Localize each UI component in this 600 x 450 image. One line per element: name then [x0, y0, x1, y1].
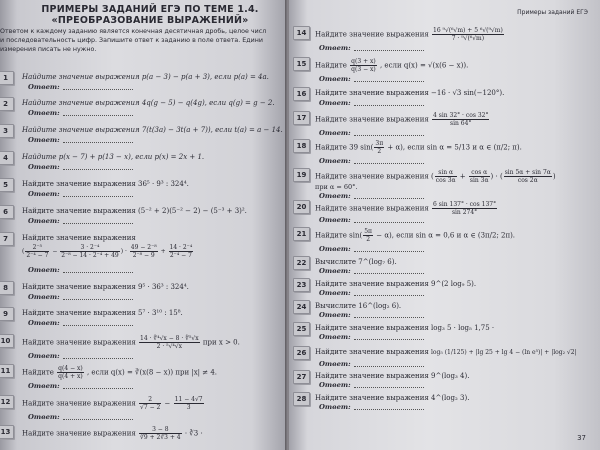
numerator: 14 · ∜⁴√x − 8 · ∜⁵√x	[140, 335, 199, 342]
denominator: 7 · ⁹√(⁶√m)	[451, 35, 485, 42]
answer-line[interactable]	[354, 163, 424, 164]
fraction	[169, 244, 194, 259]
numerator: 3π	[375, 140, 384, 147]
denominator: 3	[186, 404, 191, 411]
left-page	[0, 0, 286, 450]
denominator: 2 · ⁵√⁴√x	[156, 343, 183, 350]
answer-label: Ответ:	[319, 99, 351, 107]
answer-line[interactable]	[354, 198, 424, 199]
answer-line[interactable]	[63, 419, 133, 420]
task-text: Найдите p(x − 7) + p(13 − x), если p(x) = 2x + 1.	[22, 153, 205, 161]
task-text	[22, 365, 217, 380]
answer-line[interactable]	[63, 325, 133, 326]
answer-label: Ответ:	[319, 289, 351, 297]
answer-line[interactable]	[63, 299, 133, 300]
task-number: 7	[0, 232, 14, 246]
fraction	[139, 396, 161, 411]
answer-label: Ответ:	[319, 216, 351, 224]
answer-line[interactable]	[354, 317, 424, 318]
instructions-line: измерения писать не нужно.	[0, 46, 97, 53]
answer-field[interactable]	[319, 216, 424, 224]
task-text	[22, 335, 240, 350]
answer-label: Ответ:	[319, 192, 351, 200]
answer-field[interactable]	[319, 333, 424, 341]
task-number: 3	[0, 124, 14, 138]
answer-line[interactable]	[354, 251, 424, 252]
answer-label: Ответ:	[319, 44, 351, 52]
answer-label: Ответ:	[28, 109, 60, 117]
fraction	[130, 244, 158, 259]
task-number: 21	[293, 227, 310, 241]
answer-label: Ответ:	[319, 311, 351, 319]
task-text: Найдите значение выражения $\frac{2}{√7 - 2}$ − $\frac{11 - 4√7}{3}$	[22, 396, 203, 411]
answer-field[interactable]	[28, 319, 133, 327]
answer-line[interactable]	[354, 81, 424, 82]
answer-label: Ответ:	[28, 83, 60, 91]
denominator: √7 − 2	[140, 404, 161, 411]
title-line-1: ПРИМЕРЫ ЗАДАНИЙ ЕГЭ ПО ТЕМЕ 1.4.	[41, 4, 259, 15]
answer-field[interactable]	[28, 109, 133, 117]
numerator: 3 − 8	[139, 426, 182, 434]
fraction	[174, 396, 204, 411]
answer-label: Ответ:	[28, 217, 60, 225]
task-number: 20	[293, 200, 310, 214]
task-text	[315, 27, 505, 42]
denominator: sin 274°	[451, 209, 478, 216]
task-lead: Найдите значение выражения	[315, 204, 429, 213]
answer-field[interactable]	[319, 192, 424, 200]
fraction	[25, 244, 49, 259]
task-number: 5	[0, 178, 14, 192]
answer-field[interactable]	[319, 360, 424, 368]
task-text: Найдите значение выражения ( $\frac{\text{sin α}}{\cos 3\alpha}$ + $\frac{\text{cos α}}{\sin 3\alpha}$ ) · ( $\frac{\sin 5\alpha + \sin 7\alpha}{\cos 2\alpha}$ )	[315, 169, 556, 184]
numerator: cos α	[469, 169, 490, 177]
task-19-condition: при α = 60°.	[315, 183, 358, 191]
denominator: 2	[366, 236, 371, 243]
fraction	[363, 228, 373, 243]
title-line-2: «ПРЕОБРАЗОВАНИЕ ВЫРАЖЕНИЙ»	[51, 15, 249, 26]
task-number: 10	[0, 334, 14, 348]
task-text: Вычислите 16^(log₂ 6).	[315, 302, 402, 310]
task-text: Найдите значение выражения p(a − 3) − p(a + 3), если p(a) = 4a.	[22, 73, 269, 81]
answer-field[interactable]	[319, 75, 424, 83]
denominator: q(4 + x)	[58, 373, 83, 380]
answer-label: Ответ:	[28, 413, 60, 421]
numerator: 3 · 2⁻⁴	[60, 244, 119, 252]
answer-line[interactable]	[354, 387, 424, 388]
numerator: sin α	[435, 169, 457, 177]
answer-field[interactable]	[28, 293, 133, 301]
task-number: 15	[293, 57, 310, 71]
task-7-expression: ( $\frac{\text{2⁻⁵}}{\text{2⁻⁴ − 7}}$ − $\frac{\text{3 · 2⁻⁴}}{\text{2⁻⁸ − 14 · 2⁻⁴ + 49}}$ ) · $\frac{\text{49 − 2⁻⁸}}{\text{2⁻⁸ − 9}}$ + $\frac{\text{14 · 2⁻⁴}}{\text{2⁻⁴ − 7}}$	[22, 244, 193, 259]
answer-line[interactable]	[63, 169, 133, 170]
running-header: Примеры заданий ЕГЭ	[517, 9, 588, 16]
task-text	[22, 426, 203, 441]
answer-label: Ответ:	[319, 333, 351, 341]
denominator: 2⁻⁸ − 9	[132, 252, 155, 259]
denominator: sin 3α	[469, 177, 489, 184]
task-number: 14	[293, 26, 310, 40]
answer-label: Ответ:	[319, 157, 351, 165]
task-tail: , если sin α = 5/13 и α ∈ (π/2; π).	[402, 143, 522, 152]
answer-line[interactable]	[63, 196, 133, 197]
task-text: Найдите значение выражения	[22, 234, 136, 242]
fraction	[432, 112, 489, 127]
task-lead: Найдите	[22, 368, 54, 377]
fraction	[432, 27, 504, 42]
task-number: 1	[0, 71, 14, 85]
instructions	[0, 27, 286, 54]
task-number: 16	[293, 87, 310, 101]
task-number: 6	[0, 205, 14, 219]
answer-label: Ответ:	[319, 75, 351, 83]
answer-label: Ответ:	[28, 136, 60, 144]
answer-label: Ответ:	[319, 403, 351, 411]
task-lead: Найдите	[315, 61, 347, 70]
answer-field[interactable]	[319, 403, 424, 411]
task-text: Найдите значение выражения −16 · √3 sin(−120°).	[315, 89, 505, 97]
task-lead: Найдите значение выражения	[22, 338, 136, 347]
task-text: Найдите значение выражения (5⁻² + 2)(5⁻² − 2) − (5⁻³ + 3)².	[22, 207, 247, 215]
answer-label: Ответ:	[319, 245, 351, 253]
numerator: q(4 − x)	[58, 365, 83, 372]
task-text: Найдите значение выражения log₃ 5 · log₅ 1,75 ·	[315, 324, 495, 332]
answer-label: Ответ:	[28, 293, 60, 301]
instructions-line: и последовательность цифр. Запишите ответ к заданию в поле ответа. Едини	[0, 37, 263, 44]
denominator: 2⁻⁸ − 14 · 2⁻⁴ + 49	[61, 252, 119, 259]
task-number: 8	[0, 281, 14, 295]
fraction	[57, 365, 84, 380]
fraction	[432, 201, 497, 216]
numerator: 2	[139, 396, 161, 404]
task-26-expression: log₅ (1/125) + |lg 25 + lg 4 − (ln e⁵)| + |log₂ √2|	[431, 349, 577, 356]
instructions-line: Ответом к каждому заданию является конечная десятичная дробь, целое числ	[0, 28, 267, 35]
answer-label: Ответ:	[28, 382, 60, 390]
answer-line[interactable]	[354, 222, 424, 223]
answer-label: Ответ:	[28, 190, 60, 198]
task-lead: Найдите значение выражения	[315, 115, 429, 124]
task-text: Найдите значение выражения 7(t(3a) − 3t(a + 7)), если t(a) = a − 14.	[22, 126, 283, 134]
answer-label: Ответ:	[319, 267, 351, 275]
answer-field[interactable]	[28, 217, 133, 225]
task-lead: Найдите 39 sin	[315, 143, 371, 152]
task-tail: , если q(x) = √(x(6 − x)).	[379, 61, 469, 70]
task-lead: Найдите значение выражения	[315, 30, 429, 39]
task-number: 28	[293, 392, 310, 406]
task-text: Найдите 39 sin( $\frac{3\pi}{2}$ + α), если sin α = 5/13 и α ∈ (π/2; π).	[315, 140, 522, 155]
answer-line[interactable]	[63, 223, 133, 224]
answer-label: Ответ:	[319, 129, 351, 137]
task-number: 27	[293, 370, 310, 384]
answer-line[interactable]	[63, 388, 133, 389]
task-number: 25	[293, 322, 310, 336]
page-title	[20, 4, 280, 26]
fraction	[350, 58, 377, 73]
task-number: 19	[293, 168, 310, 182]
fraction	[60, 244, 119, 259]
denominator: 2	[377, 148, 382, 155]
task-number: 9	[0, 307, 14, 321]
answer-line[interactable]	[63, 358, 133, 359]
answer-field[interactable]	[319, 289, 424, 297]
task-text	[315, 112, 490, 127]
numerator: 2⁻⁵	[25, 244, 49, 252]
answer-line[interactable]	[354, 366, 424, 367]
task-text: Вычислите 7^(log₇ 6).	[315, 258, 397, 266]
task-lead: Найдите значение выражения	[22, 399, 136, 408]
task-text: Найдите sin( $\frac{5\pi}{2}$ − α), если sin α = 0,6 и α ∈ (3π/2; 2π).	[315, 228, 516, 243]
task-lead: Найдите sin	[315, 231, 360, 240]
task-lead: Найдите значение выражения	[22, 429, 136, 438]
answer-label: Ответ:	[28, 163, 60, 171]
numerator: 14 · 2⁻⁴	[169, 244, 193, 251]
answer-line[interactable]	[354, 273, 424, 274]
answer-field[interactable]	[28, 83, 133, 91]
task-text: Найдите значение выражения 36⁵ · 9³ : 324⁴.	[22, 180, 189, 188]
task-tail: · ∛3 ·	[184, 429, 203, 438]
task-number: 22	[293, 256, 310, 270]
answer-field[interactable]	[319, 99, 424, 107]
fraction	[374, 140, 384, 155]
right-page	[289, 0, 600, 450]
answer-label: Ответ:	[28, 352, 60, 360]
task-number: 2	[0, 97, 14, 111]
task-number: 23	[293, 278, 310, 292]
denominator: 2⁻⁴ − 7	[169, 252, 192, 259]
task-text	[315, 347, 577, 358]
task-number: 13	[0, 425, 14, 439]
denominator: cos 2α	[517, 177, 538, 184]
numerator: 11 − 4√7	[174, 396, 203, 403]
fraction	[139, 426, 182, 441]
denominator: sin 64°	[450, 120, 472, 127]
answer-line[interactable]	[63, 272, 133, 273]
task-lead: Найдите значение выражения	[315, 172, 429, 181]
fraction	[435, 169, 457, 184]
numerator: 16 ⁹√(⁶√m) + 5 ⁶√(⁹√m)	[433, 27, 503, 34]
task-text: Найдите значение выражения 4q(g − 5) − q(4g), если q(g) = g − 2.	[22, 99, 275, 107]
numerator: q(3 + x)	[351, 58, 376, 65]
task-tail: при x > 0.	[202, 338, 240, 347]
task-tail: , если q(x) = ∛(x(8 − x)) при |x| ≠ 4.	[86, 368, 218, 377]
denominator: ∛9 + 2∛3 + 4	[140, 434, 181, 441]
answer-line[interactable]	[354, 409, 424, 410]
task-text: Найдите значение выражения 5⁷ · 3¹⁰ : 15⁸.	[22, 309, 183, 317]
fraction	[469, 169, 490, 184]
task-text: Найдите значение выражения 4^(log₂ 3).	[315, 394, 470, 402]
answer-field[interactable]	[319, 129, 424, 137]
answer-label: Ответ:	[319, 360, 351, 368]
answer-field[interactable]	[319, 245, 424, 253]
denominator: q(3 − x)	[351, 66, 376, 73]
denominator: 2⁻⁴ − 7	[26, 252, 49, 259]
answer-line[interactable]	[63, 89, 133, 90]
answer-line[interactable]	[354, 295, 424, 296]
task-lead: Найдите значение выражения	[315, 348, 429, 356]
answer-field[interactable]	[319, 157, 424, 165]
numerator: 6 sin 137° · cos 137°	[433, 201, 497, 208]
answer-field[interactable]	[319, 267, 424, 275]
answer-field[interactable]	[319, 44, 424, 52]
page-number: 37	[577, 434, 586, 442]
task-tail: , если sin α = 0,6 и α ∈ (3π/2; 2π).	[391, 231, 516, 240]
answer-field[interactable]	[28, 163, 133, 171]
answer-field[interactable]	[319, 311, 424, 319]
numerator: 49 − 2⁻⁸	[130, 244, 157, 251]
fraction	[504, 169, 552, 184]
task-number: 26	[293, 346, 310, 360]
answer-label: Ответ:	[319, 381, 351, 389]
task-number: 24	[293, 300, 310, 314]
task-number: 11	[0, 364, 14, 378]
denominator: cos 3α	[435, 177, 456, 184]
answer-field[interactable]	[319, 381, 424, 389]
answer-field[interactable]	[28, 136, 133, 144]
numerator: 4 sin 32° · cos 32°	[433, 112, 489, 119]
task-number: 17	[293, 111, 310, 125]
fraction	[139, 335, 200, 350]
task-text: Найдите значение выражения 9⁵ · 36³ : 324⁴.	[22, 283, 189, 291]
answer-line[interactable]	[354, 50, 424, 51]
task-number: 12	[0, 395, 14, 409]
answer-field[interactable]	[28, 352, 133, 360]
task-text: Найдите значение выражения 9^(2 log₉ 5).	[315, 280, 477, 288]
task-text: Найдите значение выражения 9^(log₃ 4).	[315, 372, 470, 380]
answer-label: Ответ:	[28, 319, 60, 327]
task-text	[315, 58, 468, 73]
answer-field[interactable]	[28, 266, 133, 274]
answer-field[interactable]	[28, 190, 133, 198]
answer-line[interactable]	[354, 135, 424, 136]
answer-line[interactable]	[63, 142, 133, 143]
numerator: 5π	[364, 228, 372, 235]
numerator: sin 5α + sin 7α	[504, 169, 551, 176]
answer-line[interactable]	[354, 105, 424, 106]
task-number: 4	[0, 151, 14, 165]
answer-field[interactable]	[28, 382, 133, 390]
answer-line[interactable]	[63, 115, 133, 116]
answer-field[interactable]	[28, 413, 133, 421]
answer-label: Ответ:	[28, 266, 60, 274]
task-number: 18	[293, 139, 310, 153]
answer-line[interactable]	[354, 339, 424, 340]
task-text	[315, 201, 498, 216]
